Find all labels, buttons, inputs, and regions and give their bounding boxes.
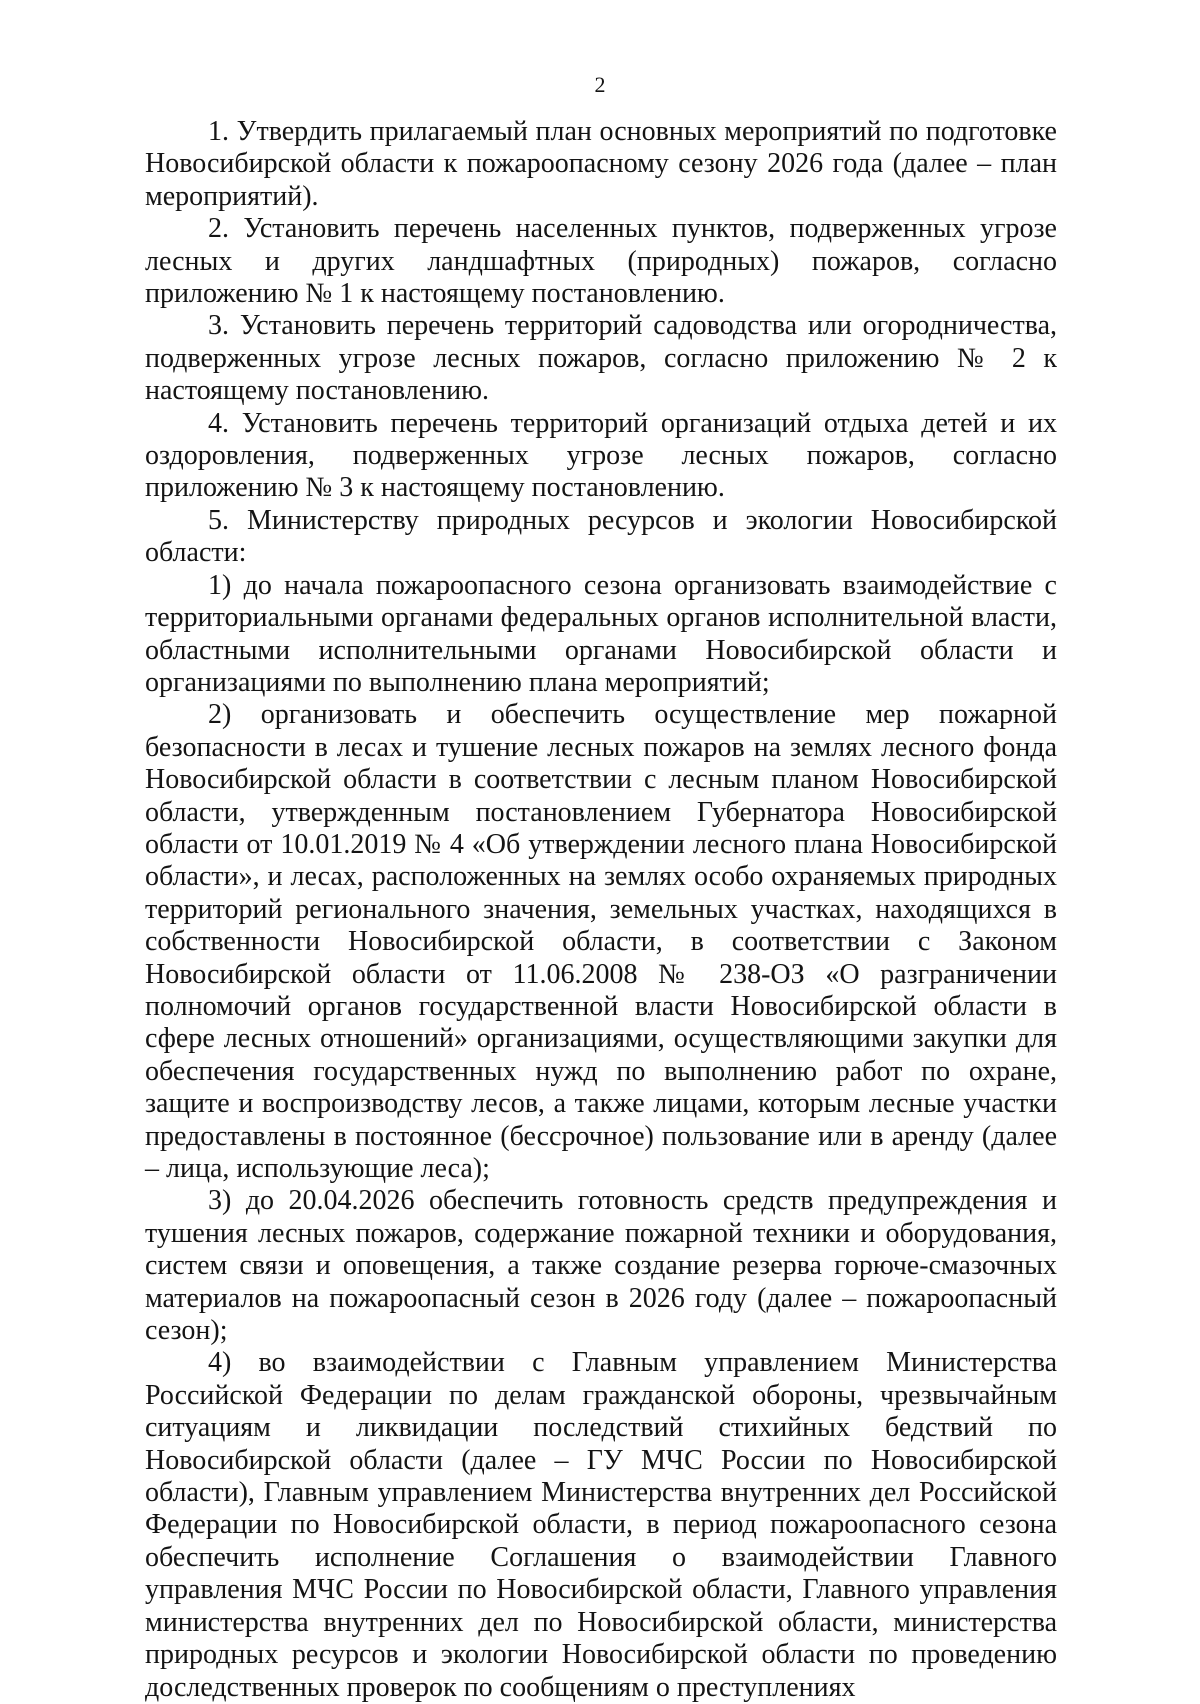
paragraph-children-camps: 4. Установить перечень территорий организаций отдыха детей и их оздоровления, подверженных угрозе лесных пожаров, согласно приложению № 3 к настоящему постановлению. <box>145 407 1057 504</box>
document-body <box>145 116 1057 1704</box>
page-number: 2 <box>594 72 606 97</box>
paragraph-ministry-heading: 5. Министерству природных ресурсов и экологии Новосибирской области: <box>145 504 1057 569</box>
paragraph-settlements-list: 2. Установить перечень населенных пунктов, подверженных угрозе лесных и других ландшафтных (природных) пожаров, согласно приложению № 1 к настоящему постановлению. <box>145 213 1057 310</box>
paragraph-gardening-territories: 3. Установить перечень территорий садоводства или огородничества, подверженных угрозе лесных пожаров, согласно приложению № 2 к настоящему постановлению. <box>145 310 1057 407</box>
paragraph-item-3: 3) до 20.04.2026 обеспечить готовность средств предупреждения и тушения лесных пожаров, содержание пожарной техники и оборудования, систем связи и оповещения, а также создание резерва горюче-смазочных материалов на пожароопасный сезон в 2026 году (далее – пожароопасный сезон); <box>145 1185 1057 1347</box>
paragraph-item-4: 4) во взаимодействии с Главным управлением Министерства Российской Федерации по делам гражданской обороны, чрезвычайным ситуациям и ликвидации последствий стихийных бедствий по Новосибирской области (далее – ГУ МЧС России по Новосибирской области), Главным управлением Министерства внутренних дел Российской Федерации по Новосибирской области, в период пожароопасного сезона обеспечить исполнение Соглашения о взаимодействии Главного управления МЧС России по Новосибирской области, Главного управления министерства внутренних дел по Новосибирской области, министерства природных ресурсов и экологии Новосибирской области по проведению доследственных проверок по сообщениям о преступлениях <box>145 1347 1057 1703</box>
paragraph-item-1: 1) до начала пожароопасного сезона организовать взаимодействие с территориальными органами федеральных органов исполнительной власти, областными исполнительными органами Новосибирской области и организациями по выполнению плана мероприятий; <box>145 569 1057 698</box>
paragraph-approve-plan: 1. Утвердить прилагаемый план основных мероприятий по подготовке Новосибирской области к пожароопасному сезону 2026 года (далее – план мероприятий). <box>145 116 1057 212</box>
paragraph-item-2: 2) организовать и обеспечить осуществление мер пожарной безопасности в лесах и тушение лесных пожаров на землях лесного фонда Новосибирской области в соответствии с лесным планом Новосибирской области, утвержденным постановлением Губернатора Новосибирской области от 10.01.2019 № 4 «Об утверждении лесного плана Новосибирской области», и лесах, расположенных на землях особо охраняемых природных территорий регионального значения, земельных участках, находящихся в собственности Новосибирской области, в соответствии с Законом Новосибирской области от 11.06.2008 № 238-ОЗ «О разграничении полномочий органов государственной власти Новосибирской области в сфере лесных отношений» организациями, осуществляющими закупки для обеспечения государственных нужд по выполнению работ по охране, защите и воспроизводству лесов, а также лицами, которым лесные участки предоставлены в постоянное (бессрочное) пользование или в аренду (далее – лица, использующие леса); <box>145 699 1057 1184</box>
